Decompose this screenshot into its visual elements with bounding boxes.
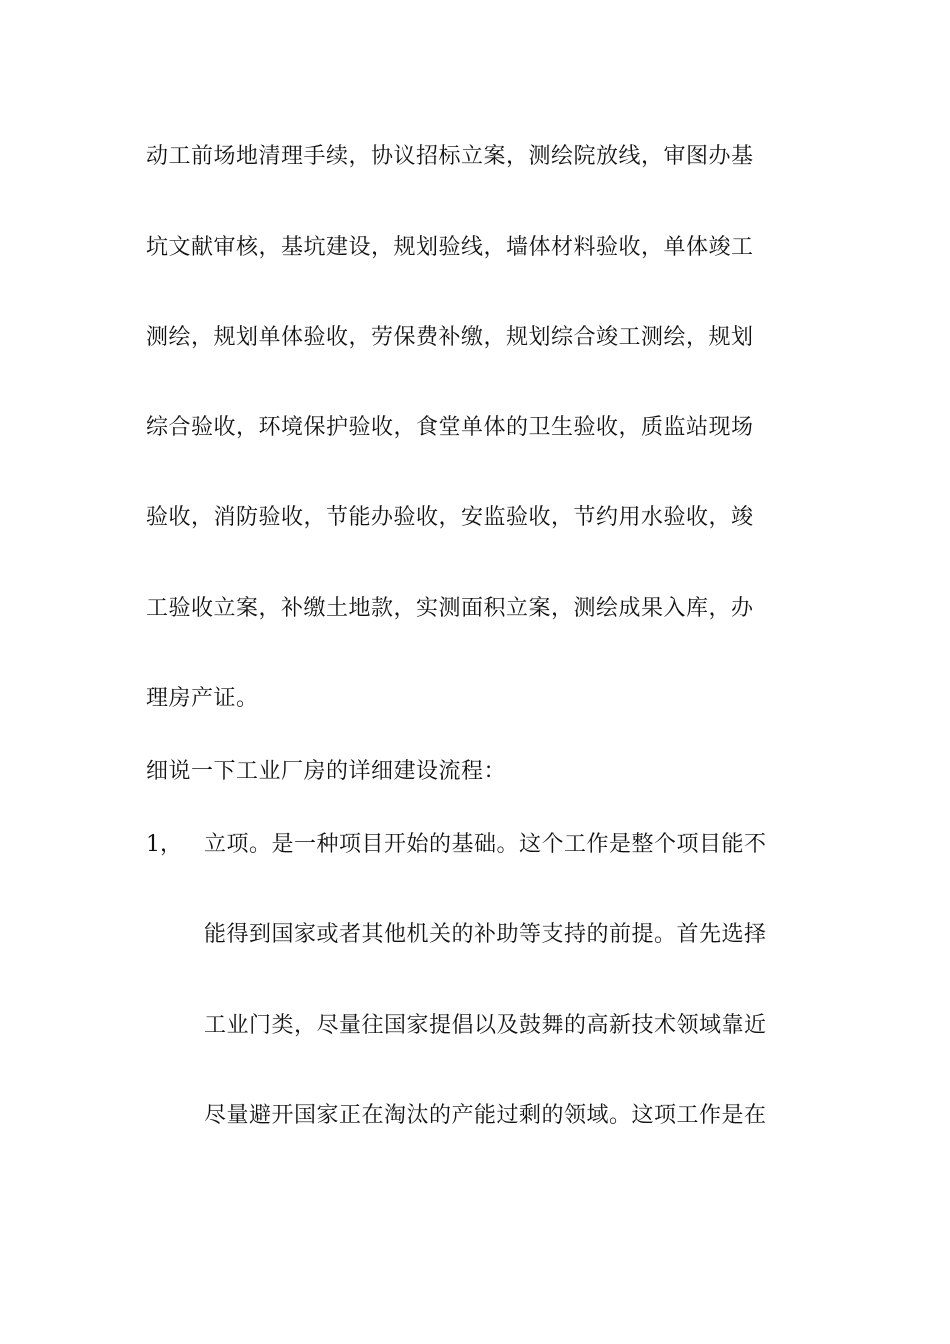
list-item-line-4: 尽量避开国家正在淘汰的产能过剩的领域。这项工作是在 [204, 1103, 767, 1128]
section-heading: 细说一下工业厂房的详细建设流程： [146, 759, 507, 784]
paragraph-line-7: 理房产证。 [146, 686, 259, 711]
paragraph-line-4: 综合验收，环境保护验收，食堂单体的卫生验收，质监站现场 [146, 415, 754, 440]
list-number: 1， [146, 832, 182, 857]
paragraph-line-6: 工验收立案，补缴土地款，实测面积立案，测绘成果入库，办 [146, 596, 754, 621]
list-item-line-3: 工业门类，尽量往国家提倡以及鼓舞的高新技术领域靠近 [204, 1013, 767, 1038]
paragraph-line-5: 验收，消防验收，节能办验收，安监验收，节约用水验收，竣 [146, 505, 754, 530]
list-item-line-1: 立项。是一种项目开始的基础。这个工作是整个项目能不 [204, 832, 767, 857]
paragraph-line-3: 测绘，规划单体验收，劳保费补缴，规划综合竣工测绘，规划 [146, 325, 754, 350]
paragraph-line-1: 动工前场地清理手续，协议招标立案，测绘院放线，审图办基 [146, 144, 754, 169]
paragraph-line-2: 坑文献审核，基坑建设，规划验线，墙体材料验收，单体竣工 [146, 235, 754, 260]
list-item-line-2: 能得到国家或者其他机关的补助等支持的前提。首先选择 [204, 922, 767, 947]
